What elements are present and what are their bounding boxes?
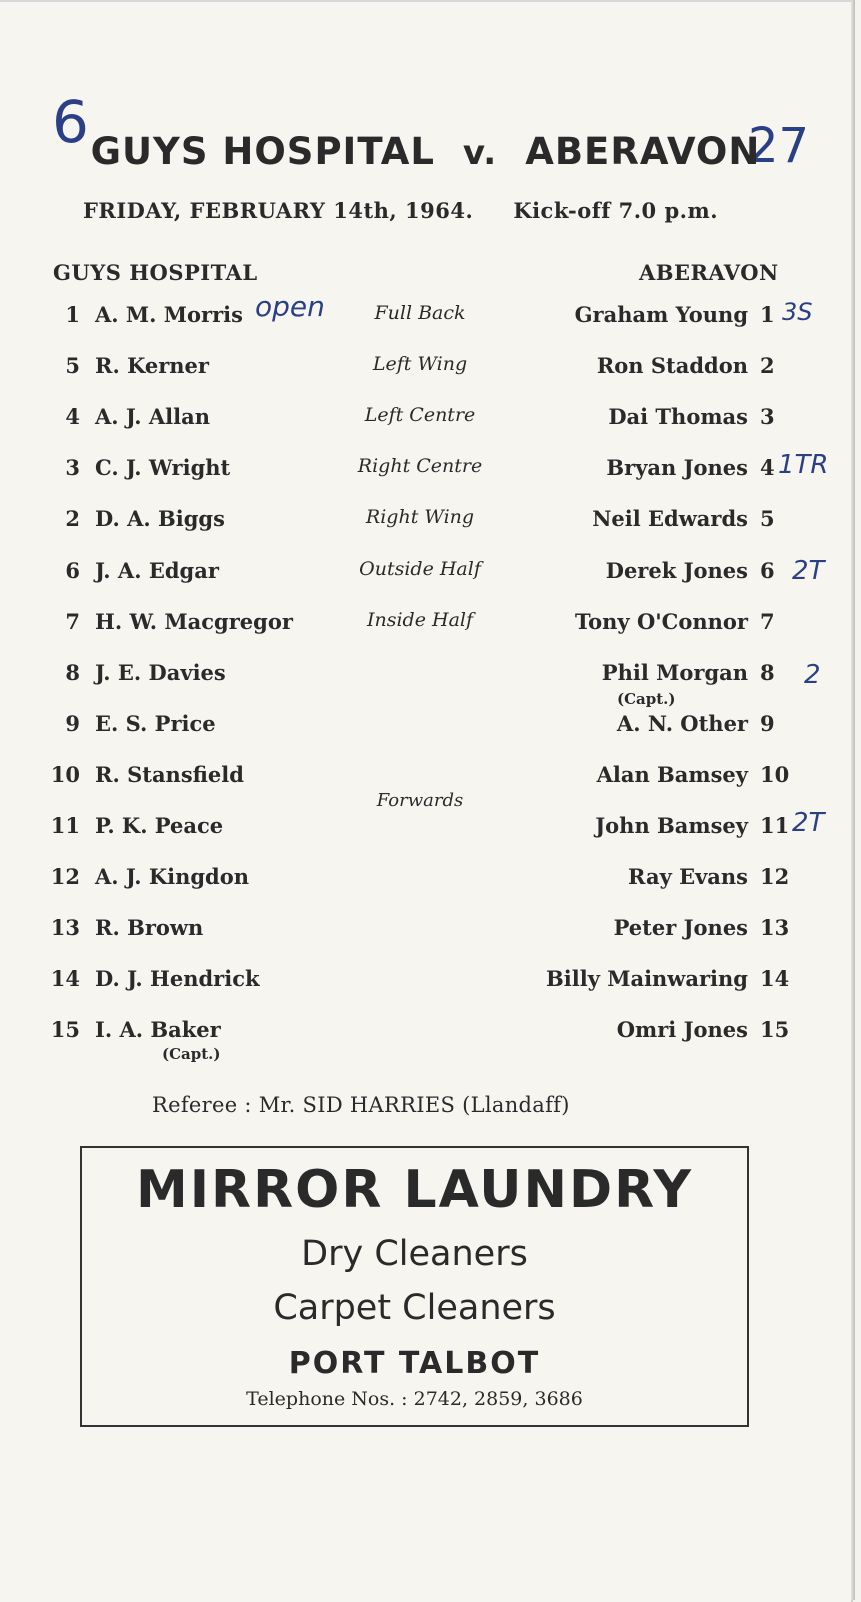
lineup-row xyxy=(0,302,851,342)
home-player-name: R. Brown xyxy=(95,915,204,941)
away-player-number: 12 xyxy=(760,864,790,890)
away-player-name: Derek Jones xyxy=(605,557,748,583)
handwritten-note-a6: 2T xyxy=(792,556,825,586)
lineup-row xyxy=(0,404,851,444)
position-label: Right Wing xyxy=(365,506,475,529)
home-player-name: I. A. Baker xyxy=(95,1017,221,1043)
home-player-name: H. W. Macgregor xyxy=(95,608,293,634)
home-player-number: 6 xyxy=(65,557,80,583)
versus-label: v. xyxy=(462,133,498,173)
away-player-number: 15 xyxy=(760,1017,790,1043)
home-player-name: A. J. Allan xyxy=(95,404,210,430)
away-player-number: 8 xyxy=(760,659,775,685)
lineup-row xyxy=(0,660,851,700)
home-player-number: 15 xyxy=(50,1017,80,1043)
home-team-heading: GUYS HOSPITAL xyxy=(53,260,258,285)
away-player-number: 2 xyxy=(760,353,775,379)
away-player-name: Ron Staddon xyxy=(596,353,748,379)
home-player-name: R. Stansfield xyxy=(95,761,244,787)
away-player-number: 10 xyxy=(760,761,790,787)
match-dateline xyxy=(83,198,718,223)
handwritten-note-a1: 3S xyxy=(782,298,813,326)
away-player-number: 4 xyxy=(760,455,775,481)
handwritten-note-a4: 1TR xyxy=(778,450,829,480)
away-player-name: Graham Young xyxy=(574,302,748,327)
away-player-name: John Bamsey xyxy=(595,813,748,838)
advert-name: MIRROR LAUNDRY xyxy=(135,1160,694,1220)
home-player-name: D. A. Biggs xyxy=(95,506,225,532)
referee-line: Referee : Mr. SID HARRIES (Llandaff) xyxy=(152,1093,570,1117)
advert-telephone: Telephone Nos. : 2742, 2859, 3686 xyxy=(246,1388,583,1410)
away-player-number: 7 xyxy=(760,608,775,634)
lineup-row xyxy=(0,864,851,904)
away-player-name: Phil Morgan xyxy=(601,659,748,685)
home-player-number: 9 xyxy=(65,710,80,736)
lineup-row xyxy=(0,353,851,393)
home-player-number: 5 xyxy=(65,353,80,379)
home-player-name: D. J. Hendrick xyxy=(95,966,260,992)
home-captain-note: (Capt.) xyxy=(162,1045,221,1063)
home-player-name: A. J. Kingdon xyxy=(95,864,249,890)
away-player-name: Tony O'Connor xyxy=(574,608,748,634)
home-player-name: E. S. Price xyxy=(95,710,216,736)
away-player-number: 13 xyxy=(760,915,790,941)
kickoff-time: Kick-off 7.0 p.m. xyxy=(513,198,719,223)
home-player-name: P. K. Peace xyxy=(95,813,224,838)
advert-town: PORT TALBOT xyxy=(288,1346,541,1381)
away-player-name: Neil Edwards xyxy=(592,506,748,532)
away-player-name: Peter Jones xyxy=(613,915,748,941)
position-label: Inside Half xyxy=(366,608,474,631)
away-player-name: Bryan Jones xyxy=(606,455,748,481)
home-player-number: 10 xyxy=(50,761,80,787)
home-player-number: 14 xyxy=(50,966,80,992)
laundry-advert xyxy=(80,1146,749,1427)
away-player-number: 11 xyxy=(760,813,790,838)
home-player-number: 1 xyxy=(65,302,80,327)
home-player-number: 4 xyxy=(65,404,80,430)
home-team-title: GUYS HOSPITAL xyxy=(90,130,435,173)
match-date: FRIDAY, FEBRUARY 14th, 1964. xyxy=(83,198,474,223)
away-player-name: Billy Mainwaring xyxy=(546,966,748,992)
position-label: Right Centre xyxy=(357,455,483,478)
away-player-name: Dai Thomas xyxy=(608,404,748,430)
lineup-row xyxy=(0,711,851,751)
away-team-heading: ABERAVON xyxy=(639,260,779,285)
home-player-name: J. A. Edgar xyxy=(95,557,219,583)
away-player-number: 6 xyxy=(760,557,775,583)
home-player-name: C. J. Wright xyxy=(95,455,231,481)
lineup-row xyxy=(0,966,851,1006)
away-player-number: 1 xyxy=(760,302,775,327)
home-player-name: J. E. Davies xyxy=(95,659,226,685)
match-title xyxy=(0,130,851,173)
handwritten-mark-right: 27 xyxy=(748,118,810,174)
home-player-number: 12 xyxy=(50,864,80,890)
away-player-number: 3 xyxy=(760,404,775,430)
home-player-number: 13 xyxy=(50,915,80,941)
position-label: Left Wing xyxy=(372,353,468,376)
home-player-number: 2 xyxy=(65,506,80,532)
home-player-number: 3 xyxy=(65,455,80,481)
lineup-row xyxy=(0,609,851,649)
away-player-number: 9 xyxy=(760,710,775,736)
home-player-number: 8 xyxy=(65,659,80,685)
away-player-number: 5 xyxy=(760,506,775,532)
away-player-name: Alan Bamsey xyxy=(596,761,748,787)
lineup-row xyxy=(0,455,851,495)
away-player-number: 14 xyxy=(760,966,790,992)
lineup-row xyxy=(0,506,851,546)
away-captain-note: (Capt.) xyxy=(617,690,676,708)
page-edge xyxy=(851,0,855,1600)
position-label: Full Back xyxy=(374,302,466,324)
lineup-row xyxy=(0,915,851,955)
handwritten-note-open: open xyxy=(255,290,325,323)
position-label: Left Centre xyxy=(364,404,476,427)
home-player-name: A. M. Morris xyxy=(95,302,243,327)
home-player-name: R. Kerner xyxy=(95,353,209,379)
away-player-name: A. N. Other xyxy=(616,710,748,736)
forwards-label: Forwards xyxy=(376,790,464,811)
advert-service-1: Dry Cleaners xyxy=(301,1234,528,1274)
away-team-title: ABERAVON xyxy=(525,130,761,173)
away-player-name: Omri Jones xyxy=(616,1017,748,1043)
lineup-row xyxy=(0,558,851,598)
advert-service-2: Carpet Cleaners xyxy=(273,1288,556,1328)
away-player-name: Ray Evans xyxy=(628,864,748,890)
handwritten-note-a8: 2 xyxy=(804,660,821,690)
home-player-number: 11 xyxy=(50,813,80,838)
handwritten-mark-left: 6 xyxy=(52,88,89,156)
lineup-row xyxy=(0,1017,851,1057)
lineup-row xyxy=(0,813,851,853)
handwritten-note-a11: 2T xyxy=(792,808,825,838)
home-player-number: 7 xyxy=(65,608,80,634)
position-label: Outside Half xyxy=(359,557,481,580)
